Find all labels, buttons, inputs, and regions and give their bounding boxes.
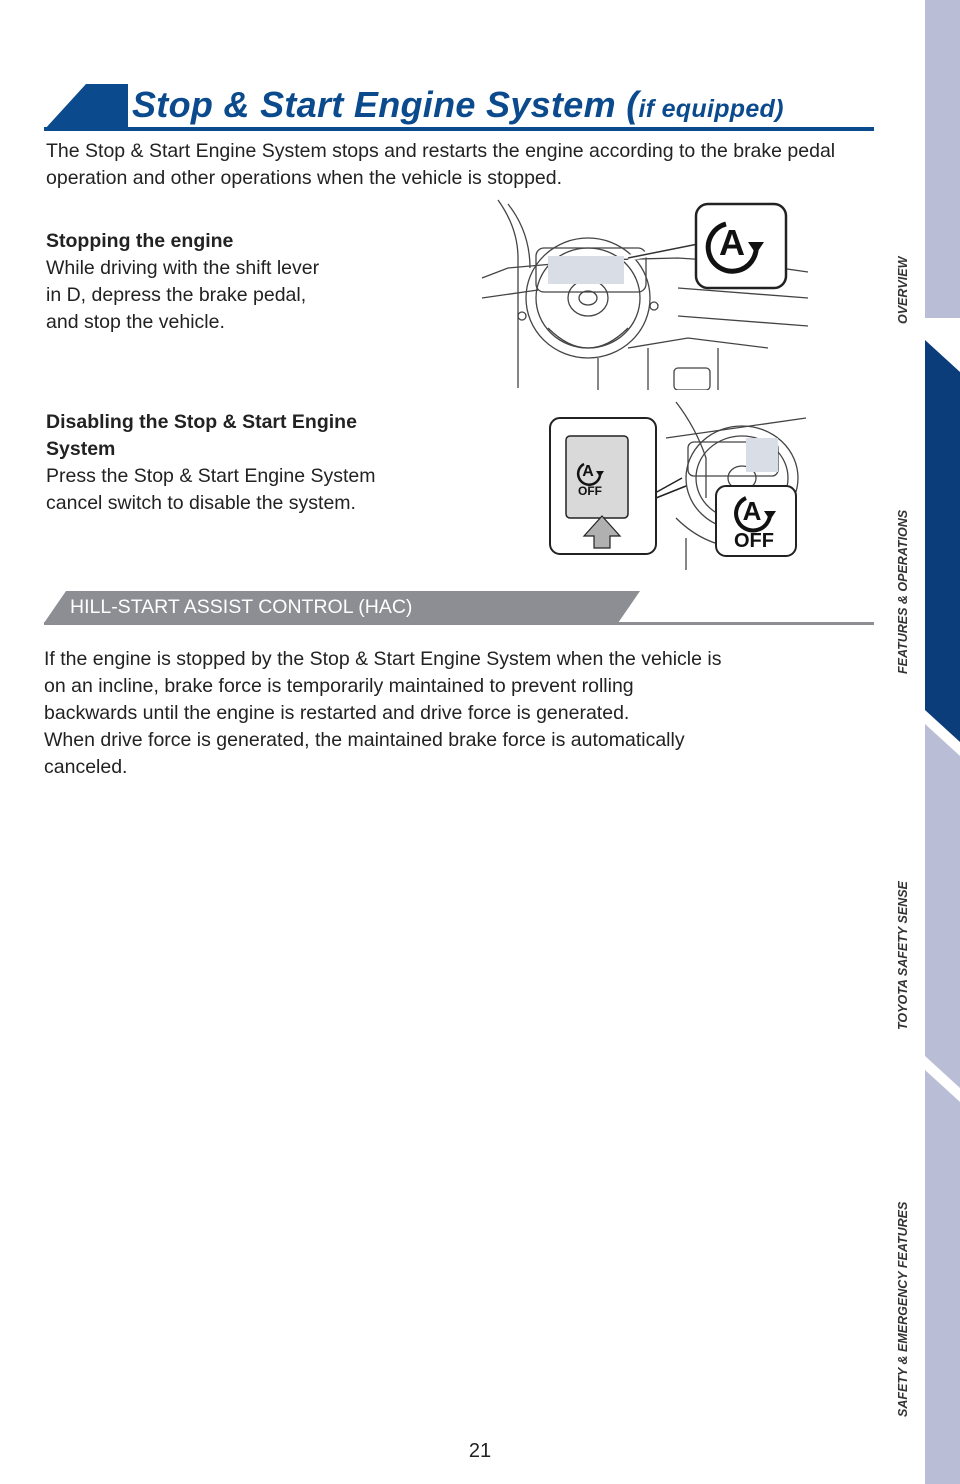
disabling-title: System: [46, 438, 116, 460]
switch-off-icon-large-label: OFF: [734, 530, 774, 552]
tab-label-toyota-safety-sense[interactable]: TOYOTA SAFETY SENSE: [896, 881, 910, 1030]
stopping-line: in D, depress the brake pedal,: [46, 284, 307, 306]
disabling-title: Disabling the Stop & Start Engine: [46, 411, 357, 433]
hac-line: When drive force is generated, the maintained brake force is automatically: [44, 729, 685, 751]
switch-off-icon-large: [726, 494, 786, 556]
disabling-line: cancel switch to disable the system.: [46, 492, 356, 514]
page-title: [132, 84, 784, 126]
stopping-engine-title: Stopping the engine: [46, 230, 234, 252]
stopping-line: While driving with the shift lever: [46, 257, 320, 279]
tab-overview[interactable]: [925, 0, 960, 318]
tab-label-safety-emergency[interactable]: SAFETY & EMERGENCY FEATURES: [896, 1201, 910, 1417]
disabling-line: Press the Stop & Start Engine System: [46, 465, 376, 487]
tab-toyota-safety-sense[interactable]: [925, 724, 960, 1088]
hac-line: backwards until the engine is restarted and drive force is generated.: [44, 702, 630, 724]
switch-off-icon-large-letter: A: [742, 496, 762, 526]
switch-off-icon-small-letter: A: [582, 463, 594, 480]
auto-stop-icon: [704, 214, 768, 278]
page-title-main: Stop & Start Engine System (: [132, 84, 639, 125]
title-rule: [44, 127, 874, 131]
page-title-close: ): [775, 95, 784, 123]
tab-features-operations[interactable]: [925, 340, 960, 742]
hac-paragraph: [44, 646, 844, 781]
hac-line: If the engine is stopped by the Stop & Start Engine System when the vehicle is: [44, 648, 722, 670]
tab-label-overview[interactable]: OVERVIEW: [896, 256, 910, 324]
switch-off-icon-small-label: OFF: [578, 484, 602, 498]
page-number: 21: [468, 1440, 492, 1462]
stopping-line: and stop the vehicle.: [46, 311, 225, 333]
page-title-sub: if equipped: [638, 95, 776, 123]
title-accent: [44, 84, 128, 130]
section-tab-strip: [925, 0, 960, 1484]
auto-stop-icon-letter: A: [719, 222, 745, 263]
hac-heading: HILL-START ASSIST CONTROL (HAC): [70, 596, 413, 618]
hac-line: on an incline, brake force is temporarily maintained to prevent rolling: [44, 675, 634, 697]
hac-line: canceled.: [44, 756, 128, 778]
hac-heading-rule: [44, 622, 874, 625]
stopping-engine-section: [46, 228, 376, 336]
disabling-section: [46, 409, 426, 517]
tab-label-features-operations[interactable]: FEATURES & OPERATIONS: [896, 509, 910, 674]
intro-paragraph: The Stop & Start Engine System stops and restarts the engine according to the brake pedal operation and other operations when the vehicle is stopped.: [46, 140, 836, 189]
switch-off-icon-small: [572, 460, 608, 502]
tab-safety-emergency[interactable]: [925, 1070, 960, 1484]
